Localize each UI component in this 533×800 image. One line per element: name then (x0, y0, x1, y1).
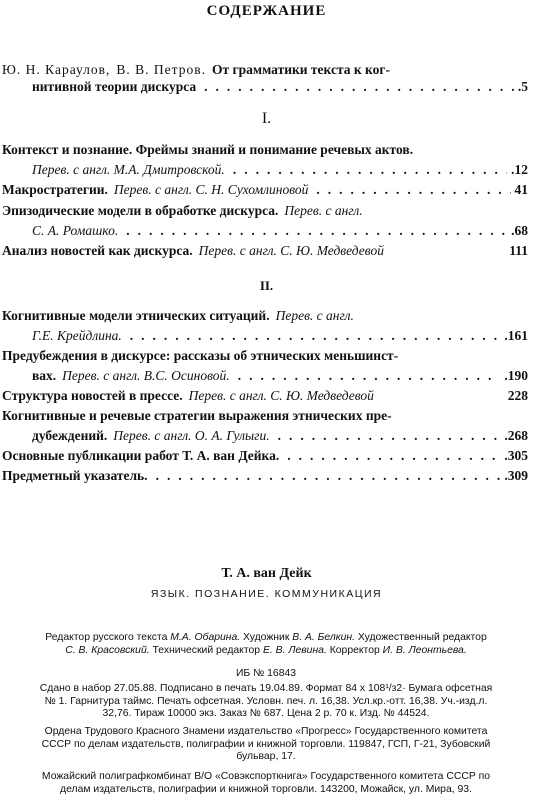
leader-dots (118, 223, 507, 239)
editor-name: М.А. Обарина. (170, 632, 241, 643)
editors-text: Художественный редактор (355, 632, 487, 643)
toc-entry (2, 468, 528, 484)
toc-translator: Перев. с англ. С. Н. Сухомлиновой (113, 182, 309, 197)
colophon-publisher (2, 726, 530, 764)
toc-entry (2, 408, 528, 424)
toc-translator: Перев. с англ. С. Ю. Медведевой (188, 388, 374, 403)
toc-translator: Перев. с англ. В.С. Осиновой. (62, 368, 230, 383)
editors-text: Художник (240, 632, 293, 643)
toc-title: нитивной теории дискурса (32, 79, 197, 94)
leader-dots (270, 428, 501, 444)
toc-page-number: .161 (504, 328, 528, 343)
toc-entry-intro-cont (32, 79, 528, 95)
toc-translator: Перев. с англ. С. Ю. Медведевой (198, 243, 384, 258)
colophon-editors (2, 632, 530, 657)
leader-dots (148, 468, 501, 484)
toc-page-number: .190 (504, 368, 528, 383)
toc-title: Анализ новостей как дискурса. (2, 243, 193, 258)
toc-entry-cont (32, 162, 528, 178)
editor-name: Е. В. Левина. (262, 644, 327, 656)
colophon-author: Т. А. ван Дейк (221, 566, 312, 581)
toc-title: дубеждений. (32, 428, 108, 443)
toc-title: Предубеждения в дискурсе: рассказы об этнических меньшинст- (2, 348, 399, 363)
toc-entry (2, 182, 528, 198)
toc-author: В. В. Петров. (116, 62, 206, 77)
leader-dots (225, 162, 507, 178)
toc-title: Контекст и познание. Фреймы знаний и понимание речевых актов. (2, 142, 414, 157)
toc-entry (2, 203, 528, 219)
toc-author: Ю. Н. Караулов, (2, 62, 111, 77)
toc-translator: С. А. Ромашко. (32, 223, 119, 238)
colophon-ib: ИБ № 16843 (235, 668, 297, 679)
toc-page-number: .12 (511, 162, 528, 177)
toc-title: вах. (32, 368, 57, 383)
editor-name: В. А. Белкин. (292, 632, 356, 643)
toc-translator: Перев. с англ. (275, 308, 354, 323)
toc-title: Макростратегии. (2, 182, 108, 197)
print-line: 32,76. Тираж 10000 экз. Заказ № 687. Цена 2 р. 70 к. Изд. № 44524. (102, 708, 430, 719)
leader-dots (230, 368, 501, 384)
toc-entry-cont (32, 368, 528, 384)
toc-entry (2, 388, 528, 404)
editor-name: С. В. Красовский. (65, 644, 150, 656)
toc-page-number: 111 (509, 243, 528, 258)
colophon-printing-plant (2, 771, 530, 796)
colophon-book-title: ЯЗЫК. ПОЗНАНИЕ. КОММУНИКАЦИЯ (150, 588, 383, 600)
leader-dots (196, 79, 514, 95)
toc-title: Когнитивные и речевые стратегии выражения этнических пре- (2, 408, 392, 423)
leader-dots (308, 182, 510, 198)
page-title: СОДЕРЖАНИЕ (206, 3, 327, 19)
editors-text: Редактор русского текста (45, 632, 171, 643)
section-heading-2: II. (259, 278, 274, 293)
toc-title: Основные публикации работ Т. А. ван Дейка. (2, 448, 280, 463)
toc-translator: Перев. с англ. М.А. Дмитровской. (32, 162, 225, 177)
toc-title: Предметный указатель. (2, 468, 148, 483)
toc-entry (2, 348, 528, 364)
publisher-line: СССР по делам издательств, полиграфии и книжной торговли. 119847, ГСП, Г-21, Зубовский (41, 738, 491, 750)
toc-entry (2, 142, 528, 158)
toc-entry-cont (32, 428, 528, 444)
editors-text: Технический редактор (149, 644, 263, 656)
toc-entry-cont (32, 223, 528, 239)
section-heading-1: I. (261, 110, 272, 127)
toc-translator: Г.Е. Крейдлина. (32, 328, 122, 343)
toc-page-number: .309 (504, 468, 528, 483)
leader-dots (279, 448, 500, 464)
publisher-line: бульвар, 17. (236, 751, 296, 762)
toc-title: Когнитивные модели этнических ситуаций. (2, 308, 270, 323)
toc-page-number: .305 (504, 448, 528, 463)
toc-entry (2, 308, 528, 324)
toc-page-number: 41 (514, 182, 528, 197)
toc-entry (2, 243, 528, 259)
toc-page-number: .68 (511, 223, 528, 238)
leader-dots (122, 328, 501, 344)
toc-translator: Перев. с англ. О. А. Гулыги. (113, 428, 270, 443)
toc-title: От грамматики текста к ког- (211, 62, 391, 77)
toc-title: Эпизодические модели в обработке дискурса. (2, 203, 279, 218)
colophon-print-info (2, 683, 530, 721)
publisher-line: Ордена Трудового Красного Знамени издательство «Прогресс» Государственного комитета (44, 726, 488, 737)
print-line: № 1. Гарнитура таймс. Печать офсетная. Условн. печ. л. 16,38. Усл.кр.-отт. 16,38. Уч.-изд.л. (44, 695, 488, 707)
toc-entry-cont (32, 328, 528, 344)
toc-entry-intro (2, 62, 528, 78)
plant-line: делам издательств, полиграфии и книжной торговли. 143200, Можайск, ул. Мира, 93. (60, 783, 472, 795)
plant-line: Можайский полиграфкомбинат В/О «Совэкспорткнига» Государственного комитета СССР по (41, 771, 491, 782)
print-line: Сдано в набор 27.05.88. Подписано в печать 19.04.89. Формат 84 х 108¹/з2· Бумага офсетная (39, 683, 493, 694)
toc-translator: Перев. с англ. (284, 203, 363, 218)
toc-page-number: 228 (507, 388, 528, 403)
editor-name: И. В. Леонтьева. (382, 644, 467, 656)
editors-text: Корректор (326, 644, 383, 656)
toc-page-number: .268 (504, 428, 528, 443)
toc-page-number: .5 (517, 79, 528, 94)
toc-entry (2, 448, 528, 464)
toc-title: Структура новостей в прессе. (2, 388, 183, 403)
